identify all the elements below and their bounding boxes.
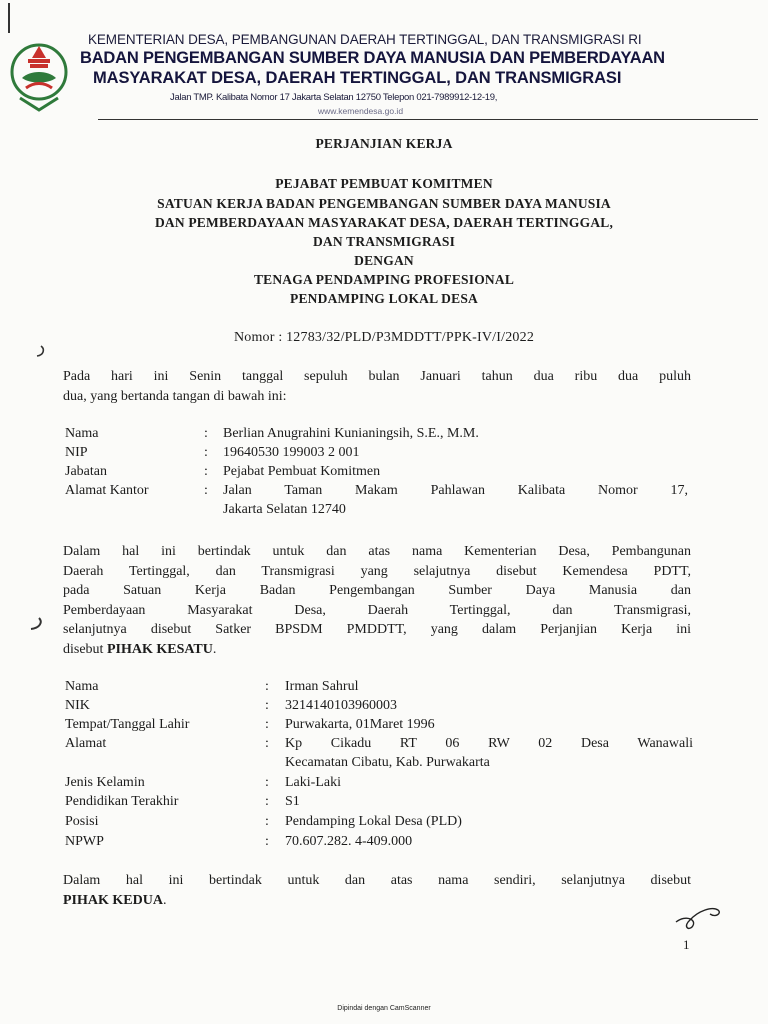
field-label: NIP bbox=[65, 445, 88, 460]
party2-alamat-continuation: Kecamatan Cibatu, Kab. Purwakarta bbox=[285, 755, 490, 770]
letterhead-ministry: KEMENTERIAN DESA, PEMBANGUNAN DAERAH TERTINGGAL, DAN TRANSMIGRASI RI bbox=[88, 32, 642, 47]
statement-line: Pemberdayaan Masyarakat Desa, Daerah Tertinggal, dan Transmigrasi, bbox=[63, 602, 691, 618]
initial-signature-icon bbox=[672, 900, 724, 936]
page-number: 1 bbox=[683, 937, 690, 952]
field-colon: : bbox=[265, 736, 269, 751]
opening-paragraph bbox=[63, 367, 691, 406]
statement-text: disebut bbox=[63, 641, 107, 657]
letterhead-divider bbox=[98, 119, 758, 120]
field-label: NPWP bbox=[65, 834, 104, 849]
scan-corner-mark bbox=[8, 3, 10, 33]
header-line: TENAGA PENDAMPING PROFESIONAL bbox=[253, 272, 515, 287]
field-value: Kp Cikadu RT 06 RW 02 Desa Wanawali bbox=[285, 736, 693, 751]
field-colon: : bbox=[265, 814, 269, 829]
field-value: 19640530 199003 2 001 bbox=[223, 445, 360, 460]
statement-line: selanjutnya disebut Satker BPSDM PMDDTT, yang dalam Perjanjian Kerja ini bbox=[63, 622, 691, 637]
header-line: DENGAN bbox=[354, 253, 414, 268]
field-label: Posisi bbox=[65, 814, 99, 829]
party1-alamat-continuation: Jakarta Selatan 12740 bbox=[223, 502, 346, 517]
statement-line: Dalam hal ini bertindak untuk dan atas nama Kementerian Desa, Pembangunan bbox=[63, 544, 691, 559]
field-label: Nama bbox=[65, 679, 99, 694]
header-line: DAN TRANSMIGRASI bbox=[312, 234, 456, 249]
field-value: Pejabat Pembuat Komitmen bbox=[223, 464, 381, 479]
scanner-footer: Dipindai dengan CamScanner bbox=[337, 1005, 431, 1012]
field-value: S1 bbox=[285, 794, 300, 809]
contract-number: Nomor : 12783/32/PLD/P3MDDTT/PPK-IV/I/2022 bbox=[233, 330, 535, 345]
party-kedua-label: PIHAK KEDUA bbox=[63, 892, 163, 908]
scan-artifact-mark bbox=[34, 344, 48, 358]
field-value: Jalan Taman Makam Pahlawan Kalibata Nomor 17, bbox=[223, 483, 688, 498]
field-value: 70.607.282. 4-409.000 bbox=[285, 834, 413, 849]
field-colon: : bbox=[204, 445, 208, 460]
field-colon: : bbox=[265, 698, 269, 713]
letterhead-agency-line1: BADAN PENGEMBANGAN SUMBER DAYA MANUSIA DAN PEMBERDAYAAN bbox=[80, 49, 665, 67]
field-colon: : bbox=[265, 775, 269, 790]
field-label: Tempat/Tanggal Lahir bbox=[65, 717, 190, 732]
statement-line bbox=[63, 891, 691, 911]
field-colon: : bbox=[265, 679, 269, 694]
statement-line: pada Satuan Kerja Badan Pengembangan Sumber Daya Manusia dan bbox=[63, 583, 691, 598]
opening-line: Pada hari ini Senin tanggal sepuluh bulan Januari tahun dua ribu dua puluh bbox=[63, 369, 691, 384]
field-value: Berlian Anugrahini Kunianingsih, S.E., M.M. bbox=[223, 426, 479, 441]
statement-text: . bbox=[212, 641, 217, 657]
field-colon: : bbox=[204, 483, 208, 498]
field-label: Alamat Kantor bbox=[65, 483, 149, 498]
field-value: Purwakarta, 01Maret 1996 bbox=[285, 717, 435, 732]
party2-statement bbox=[63, 871, 691, 910]
party-kesatu-label: PIHAK KESATU bbox=[106, 641, 213, 657]
field-label: Nama bbox=[65, 426, 99, 441]
field-label: Jabatan bbox=[65, 464, 107, 479]
field-label: Pendidikan Terakhir bbox=[65, 794, 179, 809]
field-value: Pendamping Lokal Desa (PLD) bbox=[285, 814, 462, 829]
field-colon: : bbox=[265, 717, 269, 732]
statement-line: Dalam hal ini bertindak untuk dan atas nama sendiri, selanjutnya disebut bbox=[63, 873, 691, 888]
field-label: NIK bbox=[65, 698, 90, 713]
header-line: DAN PEMBERDAYAAN MASYARAKAT DESA, DAERAH TERTINGGAL, bbox=[154, 215, 614, 230]
field-label: Jenis Kelamin bbox=[65, 775, 145, 790]
letterhead-agency-line2: MASYARAKAT DESA, DAERAH TERTINGGAL, DAN TRANSMIGRASI bbox=[93, 69, 622, 87]
statement-line bbox=[63, 640, 691, 660]
field-colon: : bbox=[265, 794, 269, 809]
field-colon: : bbox=[204, 464, 208, 479]
field-label: Alamat bbox=[65, 736, 107, 751]
opening-line: dua, yang bertanda tangan di bawah ini: bbox=[63, 388, 287, 404]
header-line: SATUAN KERJA BADAN PENGEMBANGAN SUMBER DAYA MANUSIA bbox=[157, 196, 611, 211]
field-value: Irman Sahrul bbox=[285, 679, 359, 694]
party1-statement bbox=[63, 542, 691, 659]
letterhead bbox=[8, 30, 760, 130]
field-colon: : bbox=[204, 426, 208, 441]
letterhead-website: www.kemendesa.go.id bbox=[318, 106, 404, 116]
document-title: PERJANJIAN KERJA bbox=[315, 136, 453, 151]
field-colon: : bbox=[265, 834, 269, 849]
ministry-logo-icon bbox=[8, 38, 70, 116]
scan-artifact-mark bbox=[28, 616, 46, 632]
header-line: PEJABAT PEMBUAT KOMITMEN bbox=[275, 176, 493, 191]
header-line: PENDAMPING LOKAL DESA bbox=[290, 291, 478, 306]
letterhead-address: Jalan TMP. Kalibata Nomor 17 Jakarta Selatan 12750 Telepon 021-7989912-12-19, bbox=[170, 92, 498, 103]
field-value: Laki-Laki bbox=[285, 775, 341, 790]
statement-line: Daerah Tertinggal, dan Transmigrasi yang selajutnya disebut Kemendesa PDTT, bbox=[63, 563, 691, 579]
statement-text: . bbox=[162, 892, 167, 908]
field-value: 3214140103960003 bbox=[285, 698, 397, 713]
